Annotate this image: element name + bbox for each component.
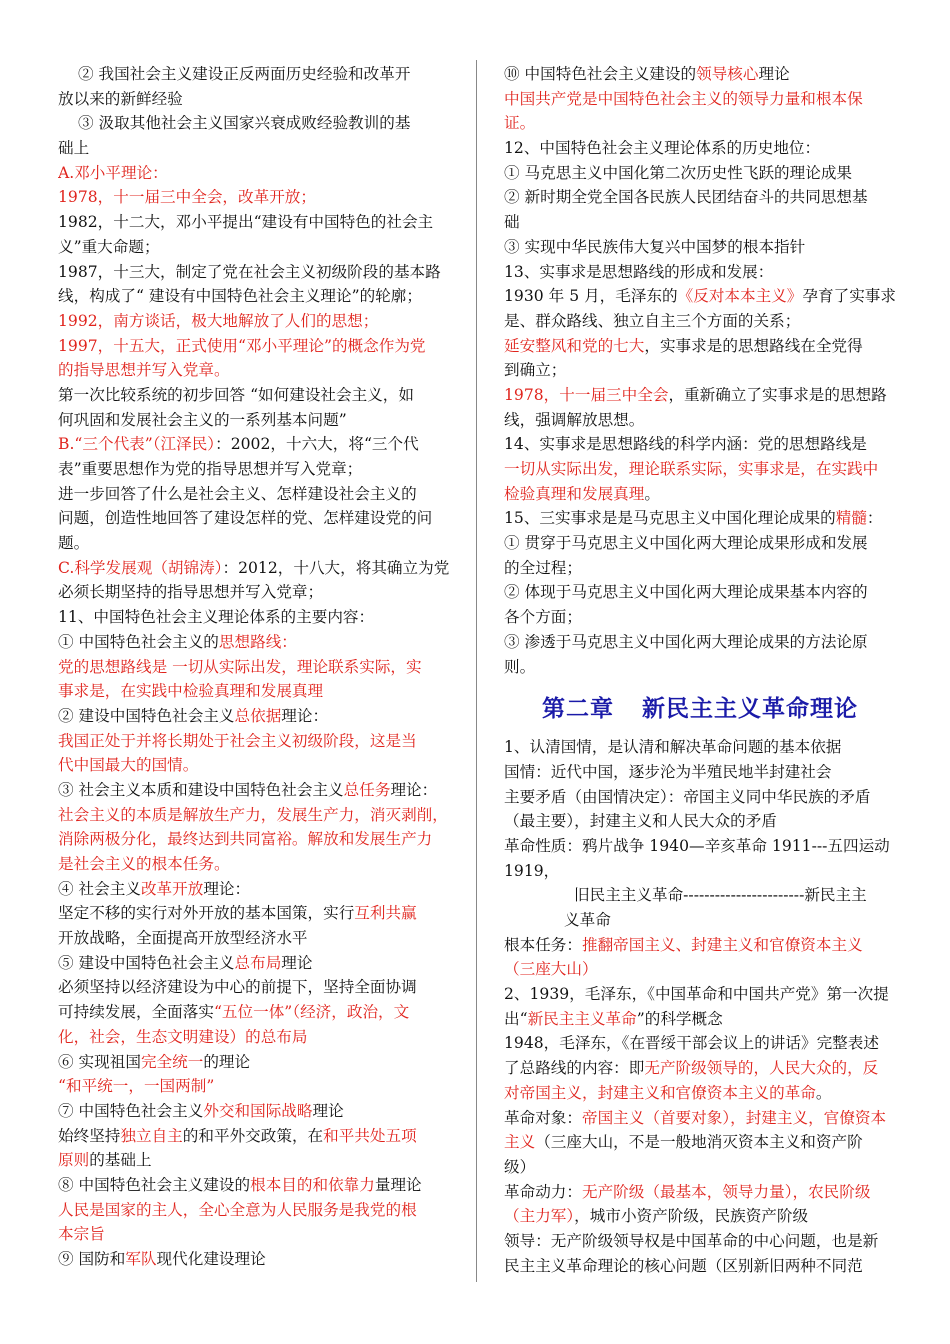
body-text: ，重新确立了实事求是的思想路 (668, 385, 887, 404)
text-line (504, 809, 896, 834)
highlighted-text: 无产阶级（最基本，领导力量），农民阶级 (581, 1182, 871, 1201)
text-line (504, 408, 896, 433)
body-text: 理论： (203, 879, 251, 898)
text-line (58, 1000, 450, 1025)
text-line (58, 432, 450, 457)
text-line (504, 1180, 896, 1205)
body-text: 理论： (281, 706, 329, 725)
text-line (504, 284, 896, 309)
text-line (504, 1007, 896, 1032)
text-line (58, 235, 450, 260)
highlighted-text: 的指导思想并写入党章。 (58, 361, 230, 380)
body-text: 放以来的新鲜经验 (58, 89, 183, 108)
body-text: 14、实事求是思想路线的科学内涵：党的思想路线是 (504, 435, 867, 454)
text-line (504, 957, 896, 982)
text-line (58, 778, 450, 803)
body-text: 革命性质：鸦片战争 1940—辛亥革命 1911---五四运动 (504, 836, 890, 855)
text-line (58, 1148, 450, 1173)
chapter-number: 第二章 (542, 695, 614, 722)
highlighted-text: 1978，十一届三中全会 (504, 385, 669, 404)
text-line (504, 111, 896, 136)
body-text: 出“ (504, 1009, 528, 1028)
body-text: ⑤ 建设中国特色社会主义 (58, 953, 235, 972)
text-line (504, 235, 896, 260)
text-line (58, 408, 450, 433)
highlighted-text: 证。 (504, 114, 536, 133)
body-text: 各个方面； (504, 608, 582, 627)
highlighted-text: 军队 (125, 1250, 157, 1268)
body-text: 领导：无产阶级领导权是中国革命的中心问题，也是新 (504, 1231, 879, 1250)
body-text: ④ 社会主义 (58, 879, 141, 898)
highlighted-text: A.邓小平理论： (58, 163, 168, 182)
highlighted-text: 中国共产党是中国特色社会主义的领导力量和根本保 (504, 89, 863, 108)
body-text: 国情：近代中国，逐步沦为半殖民地半封建社会 (504, 762, 832, 781)
body-text: 坚定不移的实行对外开放的基本国策，实行 (58, 904, 355, 923)
text-line (58, 260, 450, 285)
text-line (504, 1106, 896, 1131)
text-line (58, 901, 450, 926)
text-line (504, 580, 896, 605)
text-line (58, 926, 450, 951)
text-line (504, 655, 896, 680)
body-text: 义革命 (564, 911, 611, 929)
highlighted-text: 1978，十一届三中全会，改革开放； (58, 188, 316, 207)
body-text: 础 (504, 213, 520, 232)
body-text: 始终坚持 (58, 1126, 121, 1145)
body-text: ： (866, 509, 883, 528)
body-text: 革命对象： (504, 1108, 582, 1127)
highlighted-text: 根本目的和依靠力 (250, 1175, 375, 1194)
body-text: 13、实事求是思想路线的形成和发展： (504, 262, 774, 281)
text-line (58, 1198, 450, 1223)
body-text: 1930 年 5 月，毛泽东的 (504, 287, 678, 306)
body-text: 孕育了实事求 (802, 287, 896, 306)
body-text: 。 (644, 484, 660, 503)
highlighted-text: （主力军） (504, 1207, 575, 1226)
highlighted-text: 1997，十五大，正式使用“邓小平理论”的概念作为党 (58, 336, 426, 355)
text-line (58, 975, 450, 1000)
text-line (58, 210, 450, 235)
body-text: ⑥ 实现祖国 (58, 1052, 141, 1071)
text-line (504, 556, 896, 581)
body-text: 必须长期坚持的指导思想并写入党章； (58, 583, 324, 602)
text-line (58, 506, 450, 531)
text-line (504, 735, 896, 760)
highlighted-text: “五位一体”（经济，政治，文 (213, 1003, 410, 1022)
text-line (58, 309, 450, 334)
body-text: 进一步回答了什么是社会主义、怎样建设社会主义的 (58, 484, 417, 503)
highlighted-text: 我国正处于并将长期处于社会主义初级阶段，这是当 (58, 731, 417, 750)
text-line (58, 531, 450, 556)
text-line (58, 1124, 450, 1149)
body-text: 革命动力： (504, 1182, 582, 1201)
body-text: 1948，毛泽东，《在晋绥干部会议上的讲话》完整表述 (504, 1034, 879, 1053)
highlighted-text: 推翻帝国主义、封建主义和官僚资本主义 (581, 935, 863, 954)
text-line (504, 309, 896, 334)
highlighted-text: 原则 (58, 1151, 90, 1170)
body-text: 开放战略，全面提高开放型经济水平 (58, 929, 308, 948)
body-text: 是、群众路线、独立自主三个方面的关系； (504, 311, 801, 330)
text-line (504, 630, 896, 655)
highlighted-text: 和平共处五项 (323, 1126, 417, 1145)
body-text: 必须坚持以经济建设为中心的前提下，坚持全面协调 (58, 978, 417, 997)
text-line (58, 482, 450, 507)
body-text: 理论 (758, 65, 790, 83)
text-line (504, 1056, 896, 1081)
body-text: ③ 渗透于马克思主义中国化两大理论成果的方法论原 (504, 632, 868, 651)
highlighted-text: 一切从实际出发，理论联系实际，实事求是，在实践中 (504, 460, 879, 478)
text-line (504, 531, 896, 556)
body-text: 题。 (58, 534, 90, 553)
body-text: 2、1939，毛泽东，《中国革命和中国共产党》第一次提 (504, 985, 889, 1004)
highlighted-text: 检验真理和发展真理 (504, 484, 645, 503)
text-line (58, 630, 450, 655)
highlighted-text: 1992，南方谈话，极大地解放了人们的思想； (58, 311, 379, 330)
body-text: ③ 实现中华民族伟大复兴中国梦的根本指针 (504, 237, 806, 256)
text-line (58, 852, 450, 877)
text-line (504, 760, 896, 785)
text-line (504, 87, 896, 112)
text-line (504, 260, 896, 285)
body-text: ① 贯穿于马克思主义中国化两大理论成果形成和发展 (504, 534, 868, 553)
text-line (504, 834, 896, 859)
body-text: （最主要），封建主义和人民大众的矛盾 (504, 812, 777, 831)
text-line (504, 1155, 896, 1180)
body-text: 1982，十二大，邓小平提出“建设有中国特色的社会主 (58, 213, 434, 232)
body-text: ”的科学概念 (636, 1009, 723, 1028)
text-line (58, 803, 450, 828)
highlighted-text: 对帝国主义，封建主义和官僚资本主义的革命 (504, 1083, 816, 1102)
text-line (58, 383, 450, 408)
highlighted-text: 化，社会，生态文明建设）的总布局 (58, 1027, 308, 1046)
body-text: ③ 汲取其他社会主义国家兴衰成败经验教训的基 (78, 114, 411, 133)
text-line (58, 877, 450, 902)
body-text: 11、中国特色社会主义理论体系的主要内容： (58, 608, 375, 627)
text-line (504, 161, 896, 186)
right-column-top (504, 62, 896, 679)
body-text: 理论 (281, 953, 313, 972)
highlighted-text: 消除两极分化，最终达到共同富裕。解放和发展生产力 (58, 830, 433, 849)
text-line (504, 1204, 896, 1229)
body-text: 。 (815, 1083, 832, 1102)
highlighted-text: 主义 (504, 1133, 536, 1152)
highlighted-text: 《反对本本主义》 (677, 287, 803, 306)
highlighted-text: 总任务 (343, 780, 391, 799)
highlighted-text: 本宗旨 (58, 1225, 105, 1244)
text-line (504, 1081, 896, 1106)
text-line (504, 785, 896, 810)
body-text: 义”重大命题； (58, 237, 160, 256)
text-line (58, 1222, 450, 1247)
text-line (58, 1074, 450, 1099)
highlighted-text: 无产阶级领导的，人民大众的，反 (644, 1059, 879, 1078)
text-line (504, 62, 896, 87)
text-line (58, 1099, 450, 1124)
text-line (504, 482, 896, 507)
text-line (58, 284, 450, 309)
body-text: 线，强调解放思想。 (504, 410, 645, 429)
text-line (58, 655, 450, 680)
body-text: 的理论 (203, 1052, 251, 1071)
body-text: ② 我国社会主义建设正反两面历史经验和改革开 (78, 65, 411, 83)
body-text: ⑧ 中国特色社会主义建设的 (58, 1175, 251, 1194)
body-text: 12、中国特色社会主义理论体系的历史地位： (504, 139, 821, 158)
highlighted-text: 代中国最大的国情。 (58, 756, 199, 775)
body-text: 主要矛盾（由国情决定）：帝国主义同中华民族的矛盾 (504, 787, 871, 806)
text-line (504, 605, 896, 630)
text-line (58, 87, 450, 112)
text-line (58, 185, 450, 210)
highlighted-text: 人民是国家的主人，全心全意为人民服务是我党的根 (58, 1200, 417, 1219)
body-text: 理论： (390, 780, 438, 799)
text-line (58, 951, 450, 976)
highlighted-text: 帝国主义（首要对象），封建主义，官僚资本 (581, 1108, 887, 1127)
body-text: ⑩ 中国特色社会主义建设的 (504, 65, 697, 83)
chapter-title: 新民主主义革命理论 (642, 695, 858, 722)
highlighted-text: 总布局 (234, 953, 282, 972)
body-text: 第一次比较系统的初步回答 “如何建设社会主义，如 (58, 385, 414, 404)
text-line (504, 506, 896, 531)
body-text: 民主主义革命理论的核心问题（区别新旧两种不同范 (504, 1256, 863, 1275)
body-text: ⑦ 中国特色社会主义 (58, 1101, 204, 1120)
text-line (504, 1031, 896, 1056)
body-text: 础上 (58, 139, 90, 158)
left-column (58, 62, 450, 1272)
text-line (58, 62, 450, 87)
text-line (504, 334, 896, 359)
body-text: 的和平外交政策，在 (182, 1126, 324, 1145)
body-text: 表”重要思想作为党的指导思想并写入党章； (58, 460, 363, 478)
body-text: 可持续发展，全面落实 (58, 1003, 214, 1022)
text-line (504, 210, 896, 235)
chapter-heading (504, 683, 896, 735)
text-line (58, 111, 450, 136)
body-text: 旧民主主义革命-----------------------新民主主 (574, 886, 867, 905)
text-line (504, 136, 896, 161)
text-line (504, 883, 896, 908)
text-line (504, 859, 896, 884)
body-text: 理论 (312, 1101, 344, 1120)
body-text: ① 中国特色社会主义的 (58, 632, 219, 651)
body-text: ② 体现于马克思主义中国化两大理论成果基本内容的 (504, 583, 868, 602)
text-line (58, 679, 450, 704)
text-line (504, 908, 896, 933)
text-line (504, 1254, 896, 1279)
right-column (504, 62, 896, 1278)
body-text: 何巩固和发展社会主义的一系列基本问题” (58, 410, 347, 429)
text-line (58, 457, 450, 482)
highlighted-text: B.“三个代表”（江泽民） (58, 435, 216, 454)
body-text: ，实事求是的思想路线在全党得 (644, 336, 863, 355)
body-text: ③ 社会主义本质和建设中国特色社会主义 (58, 780, 344, 799)
text-line (504, 432, 896, 457)
body-text: ① 马克思主义中国化第二次历史性飞跃的理论成果 (504, 163, 853, 182)
column-divider (476, 60, 477, 1282)
highlighted-text: 党的思想路线是 一切从实际出发，理论联系实际，实 (58, 657, 422, 676)
text-line (504, 933, 896, 958)
text-line (58, 1050, 450, 1075)
highlighted-text: 思想路线： (218, 632, 297, 651)
body-text: 问题，创造性地回答了建设怎样的党、怎样建设党的问 (58, 509, 433, 528)
highlighted-text: 总依据 (234, 706, 282, 725)
text-line (58, 358, 450, 383)
text-line (58, 605, 450, 630)
body-text: 到确立； (504, 361, 567, 380)
highlighted-text: 社会主义的本质是解放生产力，发展生产力，消灭剥削， (58, 805, 448, 824)
body-text: 根本任务： (504, 935, 582, 954)
body-text: ② 新时期全党全国各民族人民团结奋斗的共同思想基 (504, 188, 868, 207)
text-line (58, 136, 450, 161)
highlighted-text: 精髓 (835, 509, 867, 528)
text-line (504, 982, 896, 1007)
text-line (58, 1025, 450, 1050)
highlighted-text: 事求是，在实践中检验真理和发展真理 (58, 682, 324, 701)
highlighted-text: （三座大山） (504, 960, 598, 979)
text-line (58, 334, 450, 359)
text-line (58, 580, 450, 605)
body-text: 1987，十三大，制定了党在社会主义初级阶段的基本路 (58, 262, 441, 281)
highlighted-text: “和平统一，一国两制” (58, 1077, 215, 1096)
text-line (504, 185, 896, 210)
highlighted-text: 改革开放 (140, 879, 204, 898)
body-text: ：2002，十六大，将“三个代 (215, 435, 419, 454)
highlighted-text: 完全统一 (140, 1052, 204, 1071)
body-text: ⑨ 国防和 (58, 1250, 126, 1268)
highlighted-text: 互利共赢 (354, 904, 417, 923)
text-line (58, 827, 450, 852)
text-line (58, 729, 450, 754)
body-text: 了总路线的内容：即 (504, 1059, 645, 1078)
body-text: （三座大山，不是一般地消灭资本主义和资产阶 (535, 1133, 863, 1152)
text-line (504, 457, 896, 482)
body-text: 1、认清国情，是认清和解决革命问题的基本依据 (504, 738, 842, 757)
text-line (58, 704, 450, 729)
right-column-bottom (504, 735, 896, 1278)
text-line (504, 383, 896, 408)
body-text: 量理论 (374, 1175, 422, 1194)
body-text: 1919， (504, 861, 560, 880)
text-line (504, 1229, 896, 1254)
highlighted-text: 外交和国际战略 (203, 1101, 313, 1120)
body-text: 现代化建设理论 (156, 1250, 266, 1268)
highlighted-text: 延安整风和党的七大 (504, 336, 645, 355)
highlighted-text: C.科学发展观（胡锦涛） (58, 558, 223, 577)
highlighted-text: 领导核心 (696, 65, 759, 83)
body-text: 15、三实事求是是马克思主义中国化理论成果的 (504, 509, 836, 528)
body-text: ，城市小资产阶级，民族资产阶级 (574, 1207, 809, 1226)
highlighted-text: 新民主主义革命 (527, 1009, 637, 1028)
text-line (58, 1173, 450, 1198)
body-text: ：2012，十八大，将其确立为党 (222, 558, 450, 577)
body-text: 的基础上 (89, 1151, 152, 1170)
body-text: 则。 (504, 657, 536, 676)
body-text: 线，构成了“ 建设有中国特色社会主义理论”的轮廓； (58, 287, 422, 306)
body-text: 的全过程； (504, 558, 582, 577)
text-line (58, 753, 450, 778)
body-text: ② 建设中国特色社会主义 (58, 706, 235, 725)
highlighted-text: 是社会主义的根本任务。 (58, 855, 230, 873)
text-line (58, 161, 450, 186)
text-line (58, 556, 450, 581)
body-text: 级） (504, 1157, 536, 1176)
text-line (504, 358, 896, 383)
highlighted-text: 独立自主 (120, 1126, 183, 1145)
text-line (58, 1247, 450, 1272)
text-line (504, 1130, 896, 1155)
